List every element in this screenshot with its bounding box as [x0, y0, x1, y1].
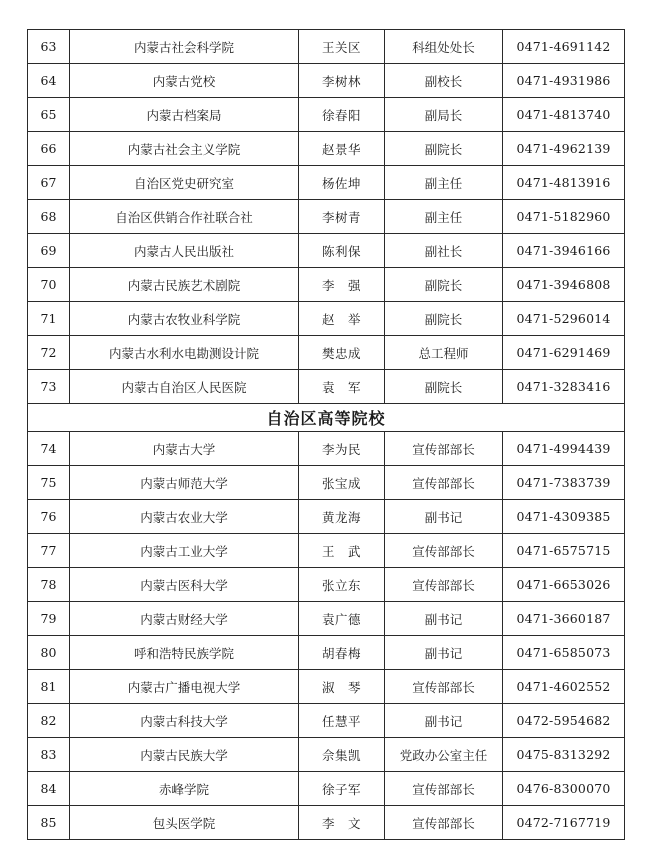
table-row — [28, 670, 625, 704]
unit-name: 内蒙古党校 — [70, 64, 299, 98]
table-row — [28, 806, 625, 840]
row-number: 71 — [28, 302, 70, 336]
job-title: 党政办公室主任 — [385, 738, 503, 772]
person-name: 李树林 — [299, 64, 385, 98]
section-heading-row — [28, 404, 625, 432]
job-title: 宣传部部长 — [385, 806, 503, 840]
row-number: 73 — [28, 370, 70, 404]
job-title: 副书记 — [385, 602, 503, 636]
row-number: 81 — [28, 670, 70, 704]
row-number: 69 — [28, 234, 70, 268]
job-title: 副书记 — [385, 500, 503, 534]
phone-number: 0471-6585073 — [503, 636, 625, 670]
unit-name: 呼和浩特民族学院 — [70, 636, 299, 670]
unit-name: 自治区供销合作社联合社 — [70, 200, 299, 234]
unit-name: 自治区党史研究室 — [70, 166, 299, 200]
person-name: 徐子军 — [299, 772, 385, 806]
row-number: 84 — [28, 772, 70, 806]
table-row — [28, 636, 625, 670]
phone-number: 0471-3283416 — [503, 370, 625, 404]
phone-number: 0471-4602552 — [503, 670, 625, 704]
job-title: 宣传部部长 — [385, 432, 503, 466]
table-row — [28, 98, 625, 132]
person-name: 赵 举 — [299, 302, 385, 336]
phone-number: 0471-6291469 — [503, 336, 625, 370]
table-row — [28, 132, 625, 166]
person-name: 李 文 — [299, 806, 385, 840]
job-title: 副院长 — [385, 132, 503, 166]
job-title: 副校长 — [385, 64, 503, 98]
job-title: 副书记 — [385, 636, 503, 670]
section-body — [28, 404, 625, 432]
row-number: 80 — [28, 636, 70, 670]
unit-name: 内蒙古人民出版社 — [70, 234, 299, 268]
phone-number: 0475-8313292 — [503, 738, 625, 772]
person-name: 佘集凯 — [299, 738, 385, 772]
person-name: 樊忠成 — [299, 336, 385, 370]
table-row — [28, 534, 625, 568]
row-number: 67 — [28, 166, 70, 200]
row-number: 79 — [28, 602, 70, 636]
row-number: 65 — [28, 98, 70, 132]
row-number: 70 — [28, 268, 70, 302]
unit-name: 内蒙古医科大学 — [70, 568, 299, 602]
row-number: 85 — [28, 806, 70, 840]
person-name: 王 武 — [299, 534, 385, 568]
table-row — [28, 234, 625, 268]
table-row — [28, 500, 625, 534]
unit-name: 赤峰学院 — [70, 772, 299, 806]
row-number: 72 — [28, 336, 70, 370]
person-name: 张宝成 — [299, 466, 385, 500]
phone-number: 0472-5954682 — [503, 704, 625, 738]
job-title: 宣传部部长 — [385, 772, 503, 806]
unit-name: 内蒙古社会科学院 — [70, 30, 299, 64]
job-title: 总工程师 — [385, 336, 503, 370]
unit-name: 内蒙古大学 — [70, 432, 299, 466]
unit-name: 内蒙古农业大学 — [70, 500, 299, 534]
contact-table-top-body — [28, 30, 625, 404]
unit-name: 包头医学院 — [70, 806, 299, 840]
person-name: 袁广德 — [299, 602, 385, 636]
phone-number: 0471-3660187 — [503, 602, 625, 636]
row-number: 64 — [28, 64, 70, 98]
unit-name: 内蒙古财经大学 — [70, 602, 299, 636]
job-title: 宣传部部长 — [385, 568, 503, 602]
person-name: 淑 琴 — [299, 670, 385, 704]
phone-number: 0471-4309385 — [503, 500, 625, 534]
table-row — [28, 268, 625, 302]
phone-number: 0471-4691142 — [503, 30, 625, 64]
job-title: 宣传部部长 — [385, 534, 503, 568]
unit-name: 内蒙古民族大学 — [70, 738, 299, 772]
person-name: 杨佐坤 — [299, 166, 385, 200]
row-number: 77 — [28, 534, 70, 568]
job-title: 副主任 — [385, 200, 503, 234]
unit-name: 内蒙古农牧业科学院 — [70, 302, 299, 336]
job-title: 副院长 — [385, 302, 503, 336]
table-row — [28, 166, 625, 200]
person-name: 陈利保 — [299, 234, 385, 268]
table-row — [28, 772, 625, 806]
row-number: 74 — [28, 432, 70, 466]
contact-table — [27, 29, 625, 840]
phone-number: 0471-3946166 — [503, 234, 625, 268]
person-name: 赵景华 — [299, 132, 385, 166]
person-name: 王关区 — [299, 30, 385, 64]
table-row — [28, 64, 625, 98]
person-name: 任慧平 — [299, 704, 385, 738]
row-number: 83 — [28, 738, 70, 772]
table-row — [28, 466, 625, 500]
row-number: 75 — [28, 466, 70, 500]
table-row — [28, 200, 625, 234]
person-name: 张立东 — [299, 568, 385, 602]
job-title: 宣传部部长 — [385, 466, 503, 500]
person-name: 胡春梅 — [299, 636, 385, 670]
phone-number: 0471-4994439 — [503, 432, 625, 466]
job-title: 副局长 — [385, 98, 503, 132]
phone-number: 0471-7383739 — [503, 466, 625, 500]
person-name: 李 强 — [299, 268, 385, 302]
phone-number: 0471-4931986 — [503, 64, 625, 98]
person-name: 李树青 — [299, 200, 385, 234]
unit-name: 内蒙古科技大学 — [70, 704, 299, 738]
job-title: 副主任 — [385, 166, 503, 200]
phone-number: 0476-8300070 — [503, 772, 625, 806]
unit-name: 内蒙古师范大学 — [70, 466, 299, 500]
row-number: 66 — [28, 132, 70, 166]
table-row — [28, 738, 625, 772]
contact-table-bottom-body — [28, 432, 625, 840]
phone-number: 0471-4813916 — [503, 166, 625, 200]
job-title: 宣传部部长 — [385, 670, 503, 704]
person-name: 袁 军 — [299, 370, 385, 404]
phone-number: 0471-6575715 — [503, 534, 625, 568]
unit-name: 内蒙古水利水电勘测设计院 — [70, 336, 299, 370]
row-number: 63 — [28, 30, 70, 64]
job-title: 副社长 — [385, 234, 503, 268]
row-number: 68 — [28, 200, 70, 234]
unit-name: 内蒙古广播电视大学 — [70, 670, 299, 704]
job-title: 科组处处长 — [385, 30, 503, 64]
table-row — [28, 602, 625, 636]
unit-name: 内蒙古社会主义学院 — [70, 132, 299, 166]
unit-name: 内蒙古民族艺术剧院 — [70, 268, 299, 302]
unit-name: 内蒙古工业大学 — [70, 534, 299, 568]
phone-number: 0471-5182960 — [503, 200, 625, 234]
job-title: 副书记 — [385, 704, 503, 738]
table-row — [28, 370, 625, 404]
phone-number: 0471-5296014 — [503, 302, 625, 336]
unit-name: 内蒙古档案局 — [70, 98, 299, 132]
unit-name: 内蒙古自治区人民医院 — [70, 370, 299, 404]
row-number: 82 — [28, 704, 70, 738]
person-name: 李为民 — [299, 432, 385, 466]
contact-document — [27, 29, 624, 840]
phone-number: 0471-6653026 — [503, 568, 625, 602]
table-row — [28, 302, 625, 336]
phone-number: 0472-7167719 — [503, 806, 625, 840]
row-number: 76 — [28, 500, 70, 534]
table-row — [28, 568, 625, 602]
person-name: 徐春阳 — [299, 98, 385, 132]
phone-number: 0471-3946808 — [503, 268, 625, 302]
phone-number: 0471-4962139 — [503, 132, 625, 166]
job-title: 副院长 — [385, 268, 503, 302]
table-row — [28, 432, 625, 466]
table-row — [28, 336, 625, 370]
table-row — [28, 704, 625, 738]
phone-number: 0471-4813740 — [503, 98, 625, 132]
table-row — [28, 30, 625, 64]
section-heading: 自治区高等院校 — [28, 404, 625, 432]
person-name: 黄龙海 — [299, 500, 385, 534]
job-title: 副院长 — [385, 370, 503, 404]
row-number: 78 — [28, 568, 70, 602]
